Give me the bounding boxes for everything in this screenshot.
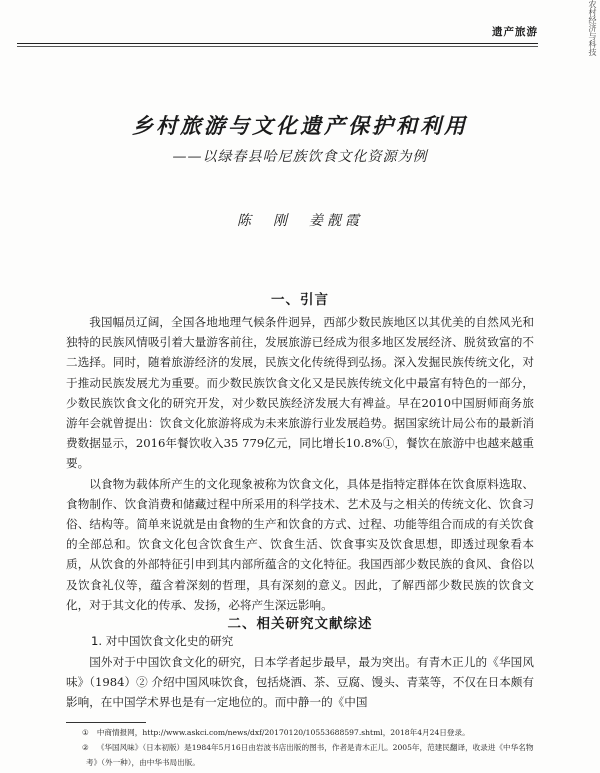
footnote-rule xyxy=(66,722,146,723)
section-heading-introduction: 一、引言 xyxy=(271,292,329,308)
article-title: 乡村旅游与文化遗产保护和利用 xyxy=(132,113,468,138)
literature-review-body xyxy=(66,652,534,713)
paragraph: 国外对于中国饮食文化的研究，日本学者起步最早，最为突出。有青木正儿的《华国风味》（1984）② 介绍中国风味饮食，包括烧酒、茶、豆腐、馒头、青菜等，不仅在日本颇有影响，在中国学术界也是有一定地位的。而中静一的《中国 xyxy=(66,655,534,710)
footnote-text: 《华国风味》（日本初版）是1984年5月16日由岩波书店出版的图书，作者是青木正儿。2005年，范建民翻译，收录进《中华名物考》（外一种），由中华书局出版。 xyxy=(86,743,534,767)
header-rule xyxy=(17,43,538,47)
article-subtitle: ——以绿春县哈尼族饮食文化资源为例 xyxy=(172,149,428,165)
section-heading-literature-review: 二、相关研究文献综述 xyxy=(227,616,373,632)
article-authors: 陈 刚 姜靓霞 xyxy=(237,213,363,229)
footnote-marker: ① xyxy=(82,728,89,737)
corner-journal-mark: 农村经济与科技 xyxy=(588,0,597,56)
introduction-body xyxy=(66,312,534,615)
footnotes xyxy=(66,725,536,770)
paragraph: 以食物为载体所产生的文化现象被称为饮食文化，具体是指特定群体在饮食原料选取、食物制作、饮食消费和储藏过程中所采用的科学技术、艺术及与之相关的传统文化、饮食习俗、结构等。简单来说就是由食物的生产和饮食的方式、过程、功能等组合而成的有关饮食的全部总和。饮食文化包含饮食生产、饮食生活、饮食事实及饮食思想，即透过现象看本质，从饮食的外部特征引申到其内部所蕴含的文化特征。我国西部少数民族的食风、食俗以及饮食礼仪等，蕴含着深刻的哲理，具有深刻的意义。因此，了解西部少数民族的饮食文化，对于其文化的传承、发扬，必将产生深远影响。 xyxy=(66,476,534,612)
footnote-1 xyxy=(66,725,536,740)
running-head: 遗产旅游 xyxy=(492,26,538,38)
paragraph: 我国幅员辽阔，全国各地地理气候条件迥异，西部少数民族地区以其优美的自然风光和独特的民族风情吸引着大量游客前往，发展旅游已经成为很多地区发展经济、脱贫致富的不二选择。同时，随着旅游经济的发展，民族文化传统得到弘扬。深入发掘民族传统文化，对于推动民族发展尤为重要。而少数民族饮食文化又是民族传统文化中最富有特色的一部分，少数民族饮食文化的研究开发，对少数民族经济发展大有裨益。早在2010中国厨师商务旅游年会就曾提出：饮食文化旅游将成为未来旅游行业发展趋势。据国家统计局公布的最新消费数据显示，2016年餐饮收入35 779亿元，同比增长10.8%①，餐饮在旅游中也越来越重要。 xyxy=(66,315,534,471)
footnote-marker: ② xyxy=(82,743,89,752)
footnote-text: 中商情报网，http://www.askci.com/news/dxf/20170120/10553688597.shtml，2018年4月24日登录。 xyxy=(96,728,470,737)
footnote-2 xyxy=(66,740,536,770)
subsection-heading: 1. 对中国饮食文化史的研究 xyxy=(91,634,234,648)
